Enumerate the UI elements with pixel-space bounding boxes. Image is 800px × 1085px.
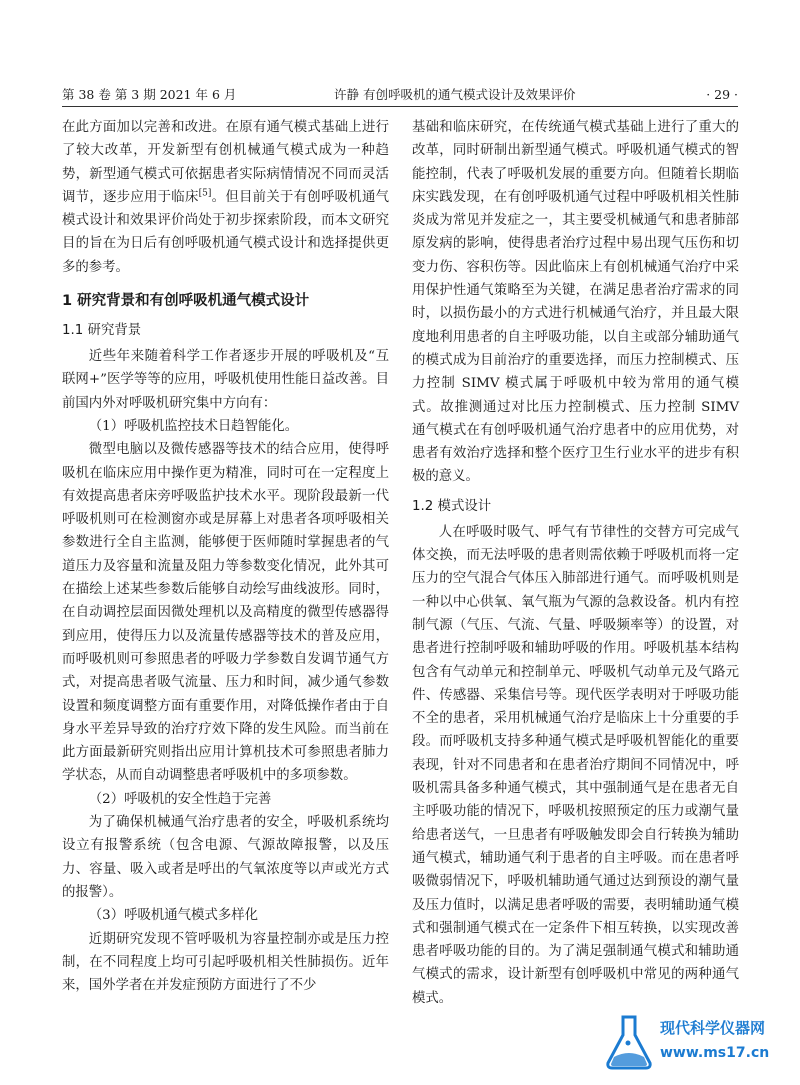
item-1-paragraph: 微型电脑以及微传感器等技术的结合应用，使得呼吸机在临床应用中操作更为精准，同时可在一定程度上有效提高患者床旁呼吸监护技术水平。现阶段最新一代呼吸机则可在检测窗亦或是屏幕上对患者各项呼吸相关参数进行全自主监测，能够便于医师随时掌握患者的气道压力及容量和流量及阻力等参数变化情况，此外其可在描绘上述某些参数后能够自动绘写曲线波形。同时，在自动调控层面因微处理机以及高精度的微型传感器得到应用，使得压力以及流量传感器等技术的普及应用，而呼吸机则可参照患者的呼吸力学参数自发调节通气方式，对提高患者吸气流量、压力和时间，减少通气参数设置和频度调整方面有重要作用，对降低操作者由于自身水平差异导致的治疗疗效下降的发生风险。而当前在此方面最新研究则指出应用计算机技术可参照患者肺力学状态，从而自动调整患者呼吸机中的多项参数。 bbox=[62, 442, 389, 784]
flask-logo-icon bbox=[604, 1013, 654, 1071]
header-rule bbox=[62, 106, 738, 107]
design-paragraph: 人在呼吸时吸气、呼气有节律性的交替方可完成气体交换，而无法呼吸的患者则需依赖于呼吸机而将一定压力的空气混合气体压入肺部进行通气。而呼吸机则是一种以中心供氧、氧气瓶为气源的急救设备。机内有控制气源（气压、气流、气量、呼吸频率等）的设置，对患者进行控制呼吸和辅助呼吸的作用。呼吸机基本结构包含有气动单元和控制单元、呼吸机气动单元及气路元件、传感器、采集信号等。现代医学表明对于呼吸功能不全的患者，采用机械通气治疗是临床上十分重要的手段。而呼吸机支持多种通气模式是呼吸机智能化的重要表现，针对不同患者和在患者治疗期间不同情况中，呼吸机需具备多种通气模式，其中强制通气是在患者无自主呼吸功能的情况下，呼吸机按照预定的压力或潮气量给患者送气，一旦患者有呼吸触发即会自行转换为辅助通气模式，辅助通气利于患者的自主呼吸。而在患者呼吸微弱情况下，呼吸机辅助通气通过达到预设的潮气量及压力值时，以满足患者呼吸的需要，表明辅助通气模式和强制通气模式在一定条件下相互转换，以实现改善患者呼吸功能的目的。为了满足强制通气模式和辅助通气模式的需求，设计新型有创呼吸机中常见的两种通气模式。 bbox=[412, 524, 739, 1006]
running-header bbox=[62, 84, 738, 106]
citation-ref: [5] bbox=[198, 188, 212, 199]
list-item-3: （3）呼吸机通气模式多样化 bbox=[88, 908, 259, 924]
watermark-url[interactable]: www.ms17.cn bbox=[660, 1045, 770, 1061]
article-running-title: 许静 有创呼吸机的通气模式设计及效果评价 bbox=[334, 87, 576, 102]
section-1-2-heading: 1.2 模式设计 bbox=[412, 498, 492, 514]
item-3-paragraph: 近期研究发现不管呼吸机为容量控制亦或是压力控制，在不同程度上均可引起呼吸机相关性肺损伤。近年来，国外学者在并发症预防方面进行了不少 bbox=[62, 931, 389, 994]
list-item-1: （1）呼吸机监控技术日趋智能化。 bbox=[88, 418, 299, 434]
right-column bbox=[412, 116, 739, 1010]
site-watermark bbox=[604, 1007, 788, 1077]
left-column bbox=[62, 116, 389, 997]
watermark-title: 现代科学仪器网 bbox=[660, 1019, 766, 1037]
journal-issue: 第 38 卷 第 3 期 2021 年 6 月 bbox=[62, 87, 237, 102]
page-number: · 29 · bbox=[706, 87, 738, 102]
background-paragraph: 近些年来随着科学工作者逐步开展的呼吸机及“互联网+”医学等等的应用，呼吸机使用性能日益改善。目前国内外对呼吸机研究集中方向有： bbox=[62, 349, 389, 411]
section-1-heading: 1 研究背景和有创呼吸机通气模式设计 bbox=[62, 293, 310, 310]
continued-paragraph: 基础和临床研究，在传统通气模式基础上进行了重大的改革，同时研制出新型通气模式。呼吸机通气模式的智能控制，代表了呼吸机发展的重要方向。但随着长期临床实践发现，在有创呼吸机通气过程中呼吸机相关性肺炎成为常见并发症之一，其主要受机械通气和患者肺部原发病的影响，使得患者治疗过程中易出现气压伤和切变力伤、容积伤等。因此临床上有创机械通气治疗中采用保护性通气策略至为关键，在满足患者治疗需求的同时，以损伤最小的方式进行机械通气治疗，并且最大限度地利用患者的自主呼吸功能，以自主或部分辅助通气的模式成为目前治疗的重要选择，而压力控制模式、压力控制 SIMV 模式属于呼吸机中较为常用的通气模式。故推测通过对比压力控制模式、压力控制 SIMV 通气模式在有创呼吸机通气治疗患者中的应用优势，对患者有效治疗选择和整个医疗卫生行业水平的进步有积极的意义。 bbox=[412, 120, 739, 485]
intro-paragraph: 在此方面加以完善和改进。在原有通气模式基础上进行了较大改革，开发新型有创机械通气模式成为一种趋势，新型通气模式可依据患者实际病情情况不同而灵活调节，逐步应用于临床[5]。但目前关于有创呼吸机通气模式设计和效果评价尚处于初步探索阶段，而本文研究目的旨在为日后有创呼吸机通气模式设计和选择提供更多的参考。 bbox=[62, 120, 390, 275]
item-2-paragraph: 为了确保机械通气治疗患者的安全，呼吸机系统均设立有报警系统（包含电源、气源故障报警，以及压力、容量、吸入或者是呼出的气氧浓度等以声或光方式的报警）。 bbox=[62, 815, 389, 900]
list-item-2: （2）呼吸机的安全性趋于完善 bbox=[88, 791, 272, 807]
section-1-1-heading: 1.1 研究背景 bbox=[62, 323, 142, 339]
